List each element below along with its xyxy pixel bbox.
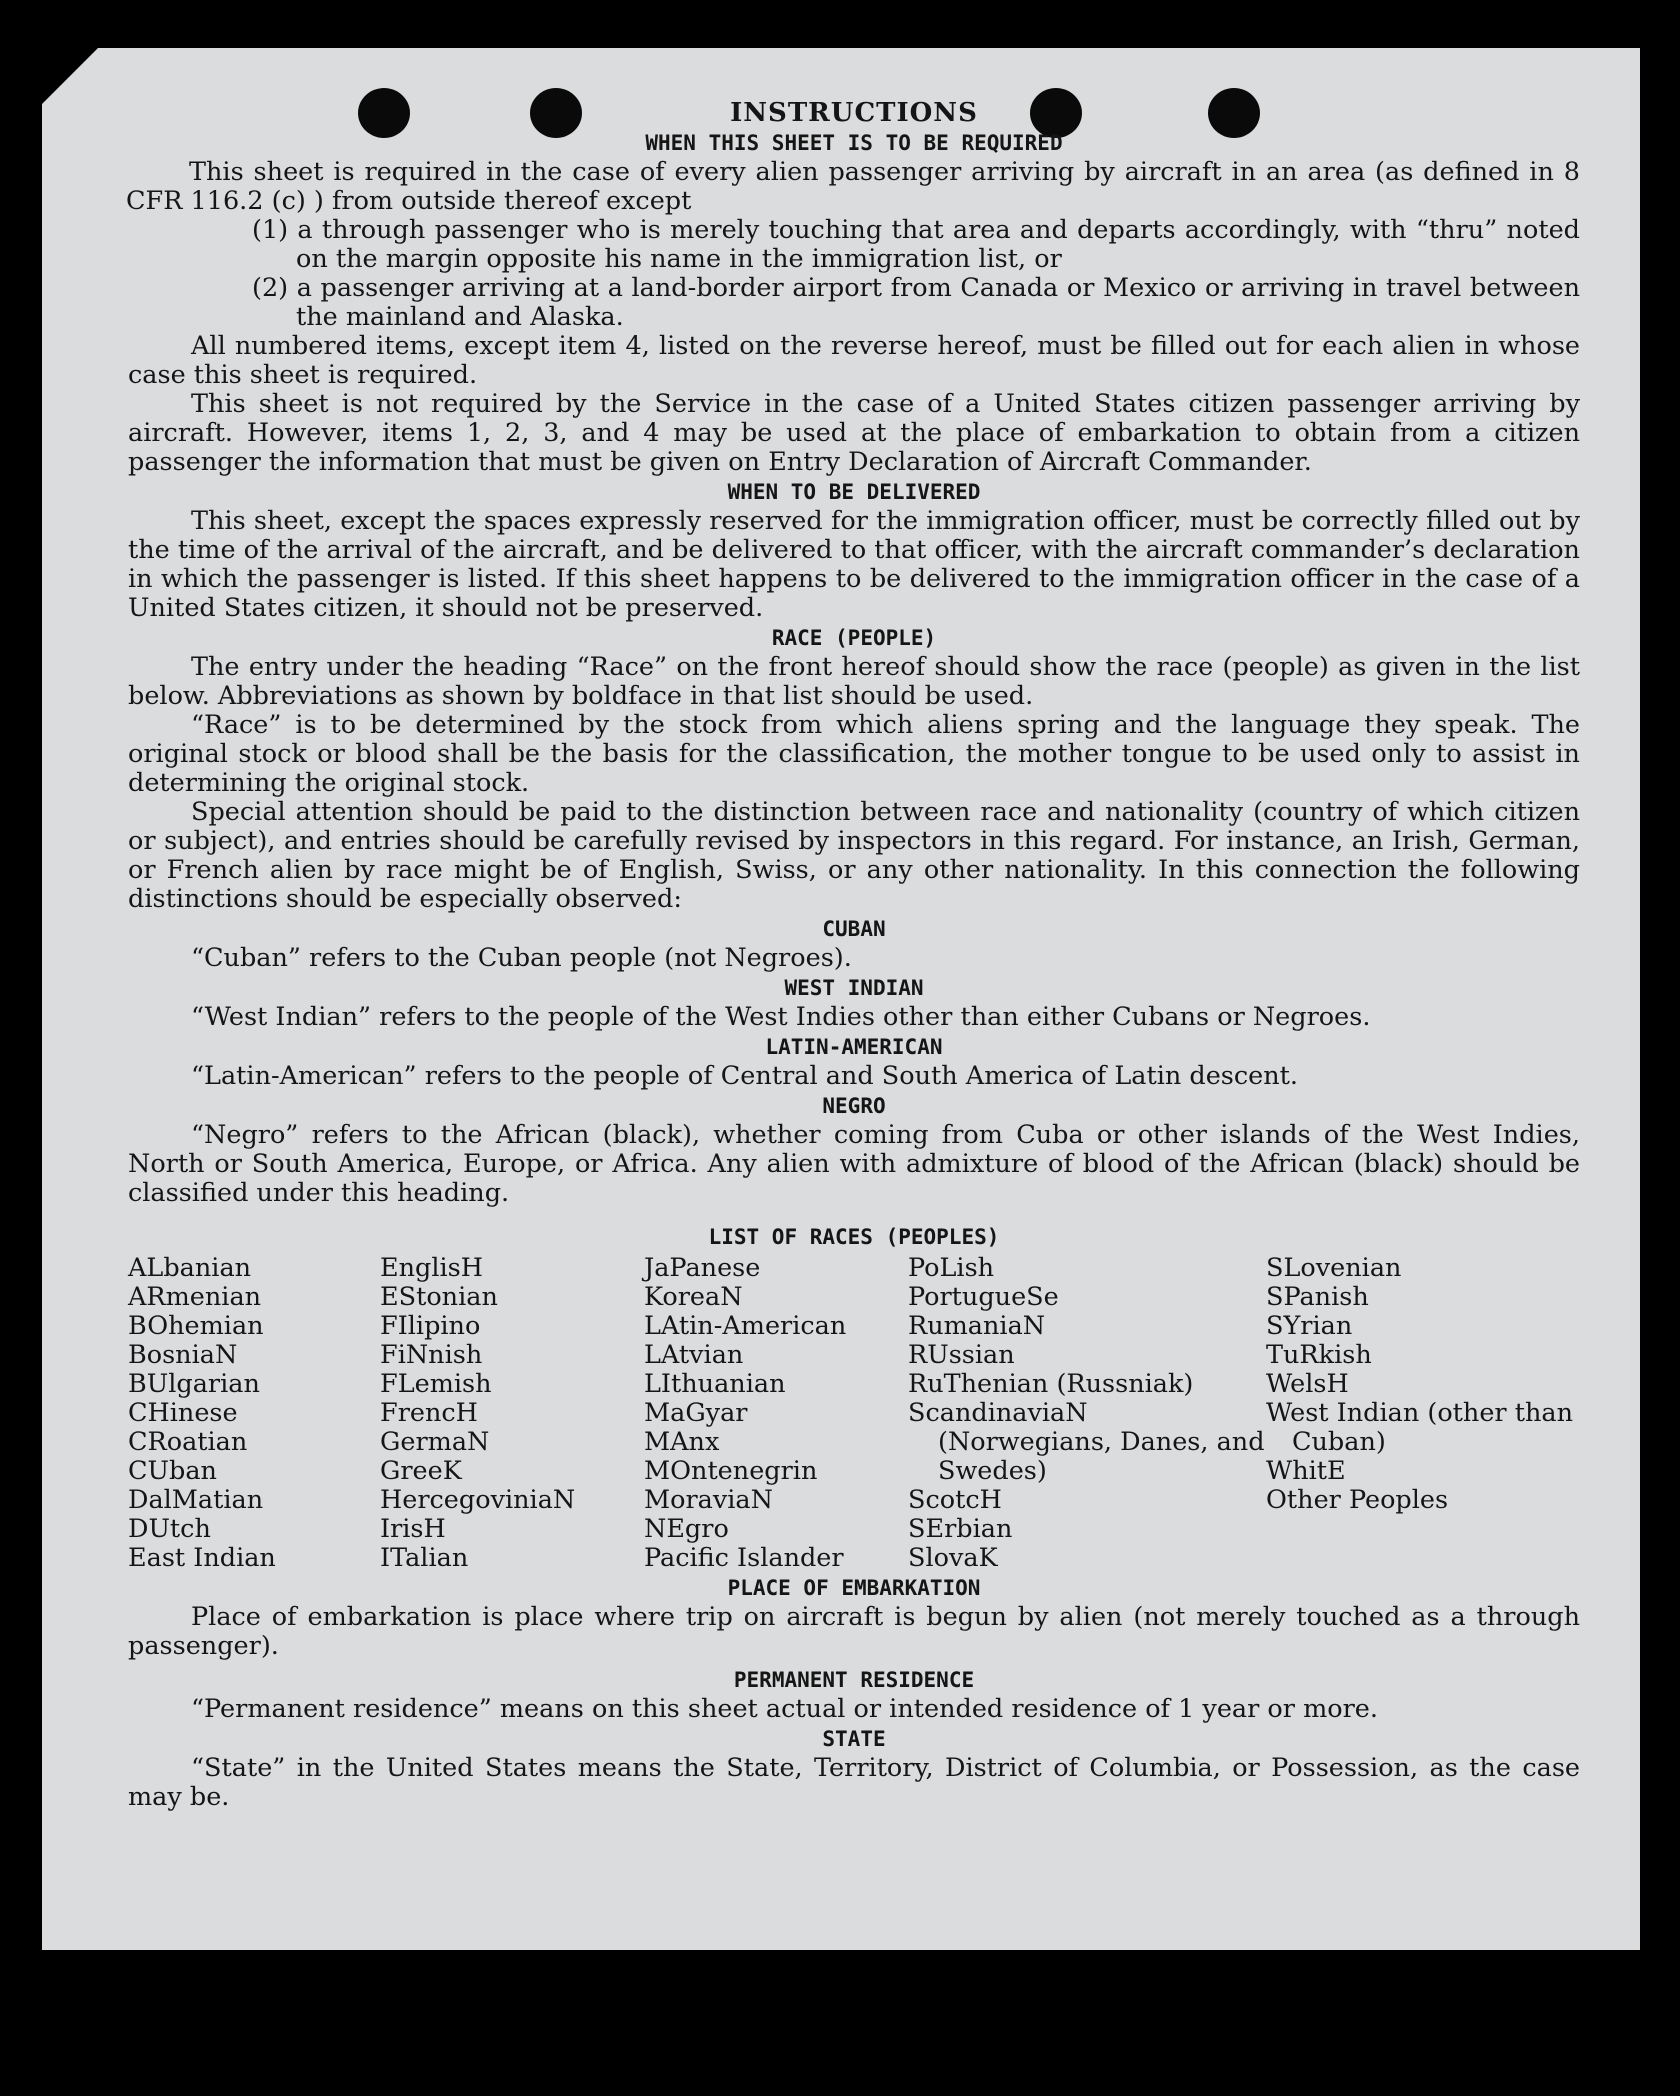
paragraph: This sheet is not required by the Service in the case of a United States citizen passenger arriving by aircraft. However, items 1, 2, 3, and 4 may be used at the place of embarkation to obtain from a citizen passenger the information that must be given on Entry Declaration of Aircraft Commander. (128, 389, 1580, 477)
definition-embarkation: Place of embarkation is place where trip on aircraft is begun by alien (not merely touched as a through passenger). (128, 1602, 1580, 1661)
section-heading-delivered: WHEN TO BE DELIVERED (727, 480, 981, 504)
page-title: INSTRUCTIONS (730, 98, 978, 128)
paragraph: This sheet is required in the case of every alien passenger arriving by aircraft in an area (as defined in 8 CFR 116.2 (c) ) from outside thereof except (126, 157, 1580, 216)
race-item: MAnx (644, 1427, 720, 1457)
races-column-3 (644, 1254, 908, 1573)
section-heading-residence: PERMANENT RESIDENCE (733, 1668, 975, 1692)
races-column-5 (1266, 1254, 1580, 1573)
section-heading-embarkation: PLACE OF EMBARKATION (727, 1576, 981, 1600)
race-item: ScotcH (908, 1485, 1002, 1515)
paragraph: Special attention should be paid to the distinction between race and nationality (country of which citizen or subject), and entries should be carefully revised by inspectors in this regard. For instance, an Irish, German, or French alien by race might be of English, Swiss, or any other nationality. In this connection the following distinctions should be especially observed: (128, 797, 1580, 914)
race-item: BOhemian (128, 1311, 264, 1341)
section-heading-cuban: CUBAN (822, 917, 886, 941)
race-item: IrisH (380, 1514, 446, 1544)
race-item: DalMatian (128, 1485, 264, 1515)
race-item: CHinese (128, 1398, 238, 1428)
race-item: PoLish (908, 1253, 995, 1283)
exception-item-1: (1) a through passenger who is merely touching that area and departs accordingly, with “thru” noted on the margin opposite his name in the immigration list, or (252, 215, 1580, 274)
section-heading-required: WHEN THIS SHEET IS TO BE REQUIRED (645, 131, 1063, 155)
race-item: SLovenian (1266, 1253, 1402, 1283)
section-heading-state: STATE (822, 1727, 886, 1751)
race-item: HercegoviniaN (380, 1485, 576, 1515)
definition-west-indian: “West Indian” refers to the people of the West Indies other than either Cubans or Negroes. (191, 1002, 1371, 1032)
race-item: BosniaN (128, 1340, 238, 1370)
section-heading-races-list: LIST OF RACES (PEOPLES) (708, 1225, 1000, 1249)
race-item: BUlgarian (128, 1369, 260, 1399)
definition-cuban: “Cuban” refers to the Cuban people (not Negroes). (191, 943, 852, 973)
race-item: SYrian (1266, 1311, 1353, 1341)
race-item: West Indian (other than Cuban) (1266, 1398, 1574, 1457)
race-item: SErbian (908, 1514, 1013, 1544)
document-page (42, 48, 1640, 1950)
race-item: FiNnish (380, 1340, 483, 1370)
race-item: FLemish (380, 1369, 492, 1399)
race-item: FIlipino (380, 1311, 481, 1341)
race-item: Pacific Islander (644, 1543, 844, 1573)
race-item: WelsH (1266, 1369, 1349, 1399)
paragraph: All numbered items, except item 4, listed on the reverse hereof, must be filled out for each alien in whose case this sheet is required. (128, 331, 1580, 390)
paragraph: “Race” is to be determined by the stock from which aliens spring and the language they speak. The original stock or blood shall be the basis for the classification, the mother tongue to be used only to assist in determining the original stock. (128, 710, 1580, 798)
document-body (128, 98, 1580, 1812)
section-heading-latin-american: LATIN-AMERICAN (765, 1035, 943, 1059)
race-item: ITalian (380, 1543, 469, 1573)
folded-corner (42, 48, 98, 104)
race-item: RuThenian (Russniak) (908, 1369, 1194, 1399)
definition-latin-american: “Latin-American” refers to the people of Central and South America of Latin descent. (191, 1061, 1299, 1091)
race-item: Other Peoples (1266, 1485, 1449, 1515)
race-item: GreeK (380, 1456, 462, 1486)
race-item: DUtch (128, 1514, 211, 1544)
races-column-2 (380, 1254, 644, 1573)
section-heading-west-indian: WEST INDIAN (784, 976, 924, 1000)
paragraph: This sheet, except the spaces expressly reserved for the immigration officer, must be correctly filled out by the time of the arrival of the aircraft, and be delivered to that officer, with the aircraft commander’s declaration in which the passenger is listed. If this sheet happens to be delivered to the immigration officer in the case of a United States citizen, it should not be preserved. (128, 506, 1580, 623)
race-item: ALbanian (128, 1253, 252, 1283)
race-item: CRoatian (128, 1427, 248, 1457)
paragraph: The entry under the heading “Race” on the front hereof should show the race (people) as given in the list below. Abbreviations as shown by boldface in that list should be used. (128, 652, 1580, 711)
race-item: ScandinaviaN (Norwegians, Danes, and Swedes) (908, 1398, 1265, 1486)
race-item: EStonian (380, 1282, 498, 1312)
definition-state: “State” in the United States means the State, Territory, District of Columbia, or Possession, as the case may be. (128, 1753, 1580, 1812)
race-item: ARmenian (128, 1282, 262, 1312)
race-item: East Indian (128, 1543, 276, 1573)
race-item: RumaniaN (908, 1311, 1046, 1341)
race-item: NEgro (644, 1514, 729, 1544)
race-item: FrencH (380, 1398, 478, 1428)
section-heading-negro: NEGRO (822, 1094, 886, 1118)
race-item: LAtin-American (644, 1311, 847, 1341)
exception-item-2: (2) a passenger arriving at a land-border airport from Canada or Mexico or arriving in travel between the mainland and Alaska. (252, 273, 1580, 332)
races-list (128, 1254, 1580, 1573)
race-item: SPanish (1266, 1282, 1369, 1312)
race-item: MoraviaN (644, 1485, 773, 1515)
race-item: MaGyar (644, 1398, 748, 1428)
race-item: JaPanese (644, 1253, 761, 1283)
race-item: GermaN (380, 1427, 490, 1457)
races-column-4 (908, 1254, 1266, 1573)
race-item: EnglisH (380, 1253, 483, 1283)
race-item: WhitE (1266, 1456, 1346, 1486)
race-item: KoreaN (644, 1282, 743, 1312)
race-item: CUban (128, 1456, 217, 1486)
section-heading-race: RACE (PEOPLE) (771, 626, 937, 650)
races-column-1 (128, 1254, 380, 1573)
race-item: TuRkish (1266, 1340, 1372, 1370)
definition-residence: “Permanent residence” means on this sheet actual or intended residence of 1 year or more. (191, 1694, 1378, 1724)
race-item: SlovaK (908, 1543, 998, 1573)
race-item: RUssian (908, 1340, 1015, 1370)
race-item: MOntenegrin (644, 1456, 818, 1486)
race-item: PortugueSe (908, 1282, 1059, 1312)
race-item: LIthuanian (644, 1369, 786, 1399)
definition-negro: “Negro” refers to the African (black), whether coming from Cuba or other islands of the West Indies, North or South America, Europe, or Africa. Any alien with admixture of blood of the African (black) should be classified under this heading. (128, 1120, 1580, 1208)
race-item: LAtvian (644, 1340, 744, 1370)
